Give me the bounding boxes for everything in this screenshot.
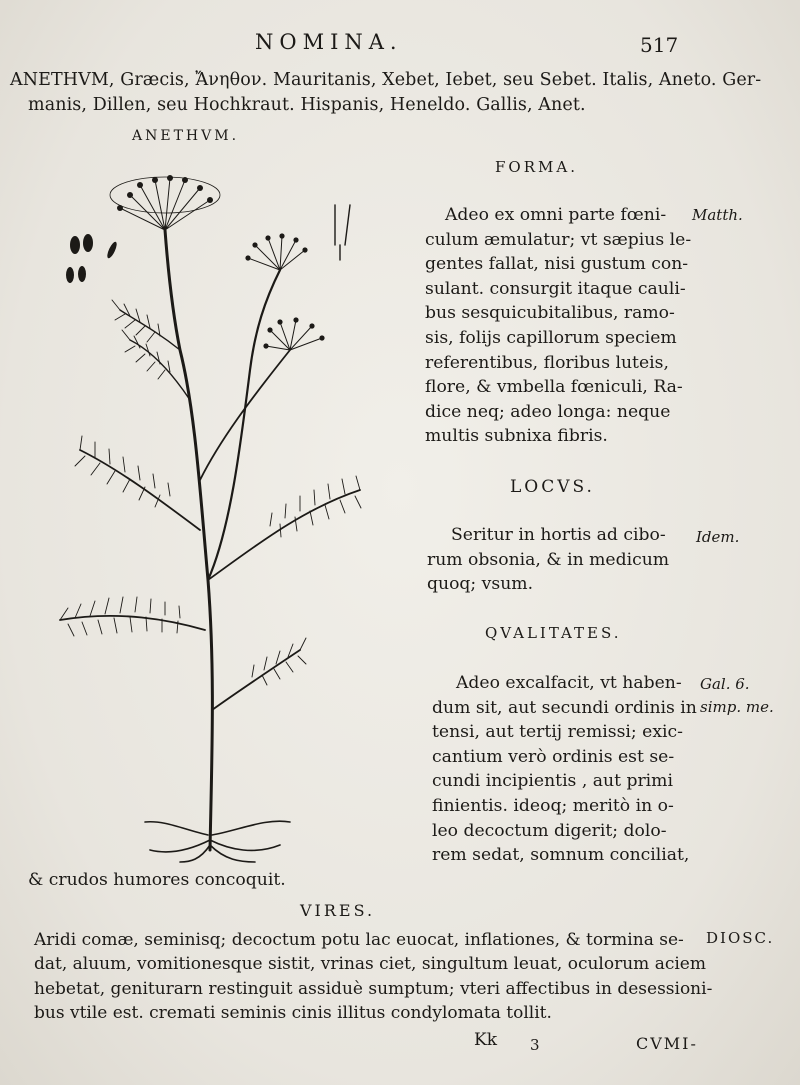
forma-line: culum æmulatur; vt sæpius le- — [425, 229, 692, 250]
forma-line: sulant. consurgit itaque cauli- — [425, 278, 686, 299]
qualitates-line: dum sit, aut secundi ordinis in — [432, 697, 697, 718]
qualitates-tail-line: & crudos humores concoquit. — [28, 870, 286, 890]
margin-note-galen-1: Gal. 6. — [700, 675, 750, 693]
forma-line: sis, folijs capillorum speciem — [425, 327, 677, 348]
qualitates-line: cundi incipientis , aut primi — [432, 771, 673, 792]
margin-note-matth: Matth. — [692, 206, 743, 224]
locus-line: rum obsonia, & in medicum — [427, 549, 670, 570]
qualitates-paragraph — [432, 671, 697, 868]
locus-heading: LOCVS. — [510, 477, 595, 497]
vires-line: Aridi comæ, seminisq; decoctum potu lac euocat, inflationes, & tormina se- — [34, 930, 684, 950]
forma-line: bus sesquicubitalibus, ramo- — [425, 303, 675, 324]
qualitates-line: rem sedat, somnum conciliat, — [432, 845, 690, 866]
forma-paragraph — [425, 203, 691, 449]
page-number: 517 — [640, 33, 679, 57]
dill-woodcut-illustration — [40, 150, 400, 865]
vires-heading: VIRES. — [300, 901, 376, 920]
margin-note-diosc: DIOSC. — [706, 929, 775, 947]
vires-paragraph — [34, 928, 712, 1025]
margin-note-galen-2: simp. me. — [700, 698, 774, 716]
plate-title: ANETHVM. — [132, 128, 240, 144]
vires-line: hebetat, geniturarn restinguit assiduè sumptum; vteri affectibus in desessioni- — [34, 978, 713, 999]
qualitates-line: leo decoctum digerit; dolo- — [432, 820, 667, 841]
qualitates-heading: QVALITATES. — [485, 624, 622, 642]
forma-line: dice neq; adeo longa: neque — [425, 401, 671, 422]
margin-note-galen — [700, 673, 774, 719]
signature-mark: Kk — [474, 1030, 498, 1050]
qualitates-line: Adeo excalfacit, vt haben- — [456, 673, 682, 693]
qualitates-line: finientis. ideoq; meritò in o- — [432, 795, 674, 816]
margin-note-idem: Idem. — [696, 528, 740, 546]
forma-heading: FORMA. — [495, 158, 578, 176]
names-line-1: ANETHVM, Græcis, Ἄνηθον. Mauritanis, Xebet, Iebet, seu Sebet. Italis, Aneto. Ger- — [10, 70, 762, 90]
forma-line: referentibus, floribus luteis, — [425, 352, 669, 373]
vires-line: dat, aluum, vomitionesque sistit, vrinas ciet, singultum leuat, oculorum aciem — [34, 954, 706, 975]
signature-number: 3 — [530, 1036, 540, 1054]
forma-line: Adeo ex omni parte fœni- — [445, 205, 667, 225]
vires-line: bus vtile est. cremati seminis cinis illitus condylomata tollit. — [34, 1002, 552, 1023]
locus-paragraph — [427, 523, 669, 597]
forma-line: flore, & vmbella fœniculi, Ra- — [425, 377, 683, 398]
qualitates-line: tensi, aut tertij remissi; exic- — [432, 722, 683, 743]
locus-line: quoq; vsum. — [427, 574, 534, 595]
qualitates-line: cantium verò ordinis est se- — [432, 746, 675, 767]
catchword: CVMI- — [636, 1034, 698, 1053]
running-title: NOMINA. — [255, 30, 403, 54]
locus-line: Seritur in hortis ad cibo- — [451, 525, 666, 545]
forma-line: gentes fallat, nisi gustum con- — [425, 254, 689, 275]
forma-line: multis subnixa fibris. — [425, 426, 608, 447]
names-line-2: manis, Dillen, seu Hochkraut. Hispanis, Heneldo. Gallis, Anet. — [28, 95, 586, 115]
